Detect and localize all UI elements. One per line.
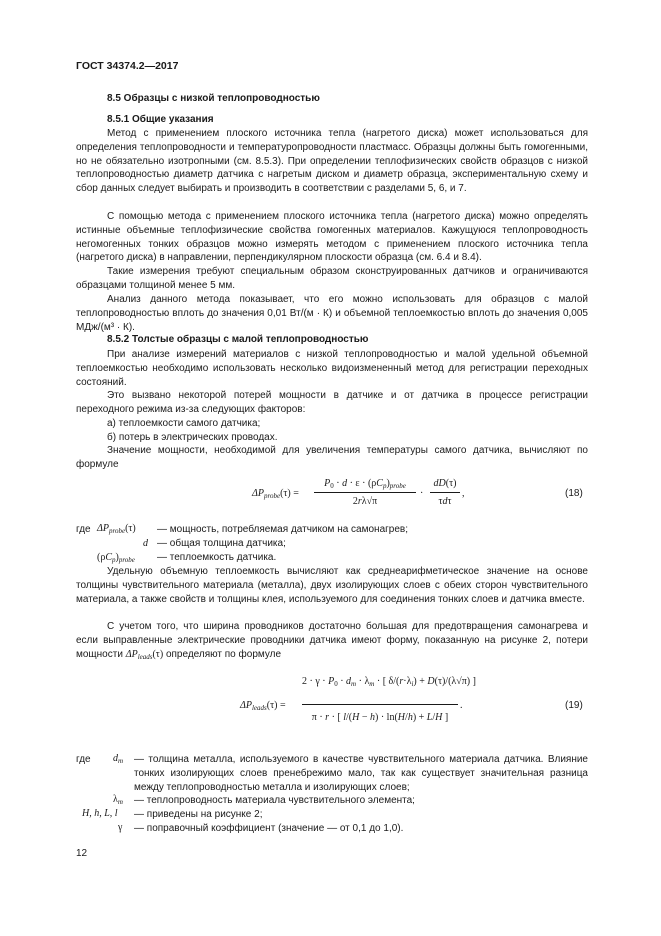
page-number: 12 (76, 848, 88, 859)
equation-19-number: (19) (565, 700, 583, 711)
where-label-1: где (76, 524, 91, 535)
paragraph-2: С помощью метода с применением плоского источника тепла (нагретого диска) можно определять истинные объемные теплофизические свойства гомогенных материалов. Кажущуюся теплопроводность негомогенных тонких образцов можно измерять методом с применением плоского источника тепла (нагретого диска) в направлении, перпендикулярном плоскости образца (см. 6.4 и 8.4). (76, 211, 588, 264)
paragraph-9: С учетом того, что ширина проводников достаточно большая для предотвращения самонагрева и если выправленные электрические проводники датчика имеют форму, показанную на рисунке 2, потери мощности $\Delta P_{leads}(\tau)$ определяют по формуле (76, 621, 588, 661)
paragraph-7: Значение мощности, необходимой для увеличения температуры самого датчика, вычисляют по формуле (76, 445, 588, 470)
paragraph-3: Такие измерения требуют специальным образом сконструированных датчиков и ограничиваются образцами толщиной менее 5 мм. (76, 266, 588, 291)
def-symbol-dp-probe: $\Delta P_{probe}(\tau)$ (97, 523, 136, 535)
paragraph-6: Это вызвано некоторой потерей мощности в датчике и от датчика в процессе регистрации переходного режима из-за следующих факторов: (76, 390, 588, 415)
def-text-7: — поправочный коэффициент (значение — от 0,1 до 1,0). (134, 823, 404, 834)
def-symbol-rho-cp: $(\rho C_p)_{probe}$ (97, 552, 135, 564)
subsection-title-2: 8.5.2 Толстые образцы с малой теплопроводностью (107, 334, 369, 345)
list-item-a: а) теплоемкости самого датчика; (107, 418, 261, 429)
def-symbol-dm: $d_m$ (113, 753, 124, 765)
def-symbol-gamma: γ (118, 822, 123, 833)
def-symbol-d: d (143, 538, 148, 549)
list-item-b: б) потерь в электрических проводах. (107, 432, 278, 443)
def-text-6: — приведены на рисунке 2; (134, 809, 263, 820)
def-text-4: — толщина металла, используемого в качестве чувствительного материала датчика. Влияние тонких изолирующих слоев пренебрежимо мало, так как существует значительная разница между теплопроводностью металла и изолирующих слоев; (134, 754, 588, 793)
paragraph-1: Метод с применением плоского источника тепла (нагретого диска) может использоваться для определения теплопроводности и температуропроводности пластмасс. Образцы должны быть гомогенными, но не обязательно изотропными (см. 8.5.3). При определении теплофизических свойств образцов с низкой теплопроводностью диаметр датчика с нагретым диском и диаметр образца, экспериментальную схему и сбор данных следует выбирать и производить в соответствии с разделами 5, 6, и 7. (76, 128, 588, 195)
equation-18-number: (18) (565, 488, 583, 499)
paragraph-4: Анализ данного метода показывает, что его можно использовать для образцов с малой теплопроводностью вплоть до значения 0,01 Вт/(м · К) и объемной теплоемкостью вплоть до значения 0,005 МДж/(м³ · К). (76, 294, 588, 333)
section-title: 8.5 Образцы с низкой теплопроводностью (107, 93, 320, 104)
def-text-1: — мощность, потребляемая датчиком на самонагрев; (157, 524, 409, 535)
def-text-5: — теплопроводность материала чувствительного элемента; (134, 795, 415, 806)
subsection-title-1: 8.5.1 Общие указания (107, 114, 214, 125)
where-label-2: где (76, 754, 91, 765)
def-text-3: — теплоемкость датчика. (157, 552, 277, 563)
paragraph-8: Удельную объемную теплоемкость вычисляют как среднеарифметическое значение на основе толщины чувствительного материала (металла), двух изолирующих слоев с обеих сторон чувствительного материала, а также свойств и толщины клея, используемого для соединения тонких слоев и датчика вместе. (76, 566, 588, 605)
def-symbol-dimensions: H, h, L, l (82, 808, 118, 819)
paragraph-5: При анализе измерений материалов с низкой теплопроводностью и малой удельной объемной теплоемкостью необходимо использовать несколько видоизмененный метод для регистрации переходных состояний. (76, 349, 588, 388)
document-header: ГОСТ 34374.2—2017 (76, 60, 179, 72)
def-text-2: — общая толщина датчика; (157, 538, 286, 549)
def-symbol-lambda-m: $\lambda_m$ (113, 794, 123, 806)
